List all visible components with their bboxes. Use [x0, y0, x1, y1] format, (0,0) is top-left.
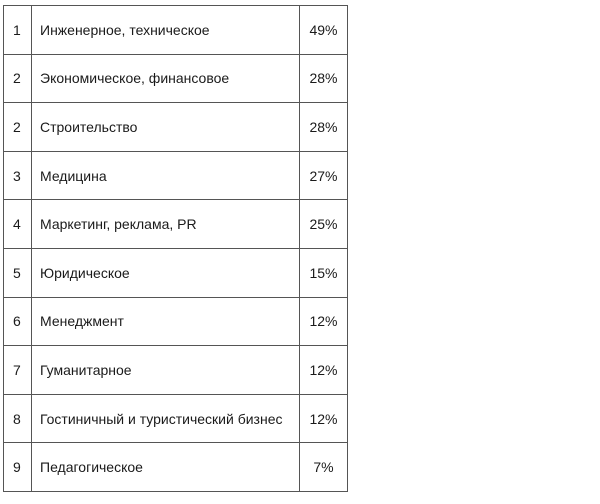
ranking-table-body: [4, 6, 348, 492]
table-row: [4, 248, 348, 297]
table-row: [4, 297, 348, 346]
table-row: [4, 151, 348, 200]
rank-cell: 7: [4, 346, 32, 395]
percent-cell: 25%: [300, 200, 348, 249]
percent-cell: 28%: [300, 54, 348, 103]
field-name-cell: Гуманитарное: [32, 346, 300, 395]
table-row: [4, 394, 348, 443]
table-row: [4, 346, 348, 395]
field-name-cell: Педагогическое: [32, 443, 300, 492]
rank-cell: 4: [4, 200, 32, 249]
field-name-cell: Строительство: [32, 103, 300, 152]
percent-cell: 15%: [300, 248, 348, 297]
rank-cell: 6: [4, 297, 32, 346]
field-name-cell: Юридическое: [32, 248, 300, 297]
field-name-cell: Инженерное, техническое: [32, 6, 300, 55]
field-name-cell: Экономическое, финансовое: [32, 54, 300, 103]
percent-cell: 7%: [300, 443, 348, 492]
percent-cell: 27%: [300, 151, 348, 200]
table-row: [4, 443, 348, 492]
table-row: [4, 6, 348, 55]
rank-cell: 1: [4, 6, 32, 55]
table-row: [4, 103, 348, 152]
percent-cell: 12%: [300, 394, 348, 443]
rank-cell: 3: [4, 151, 32, 200]
percent-cell: 28%: [300, 103, 348, 152]
rank-cell: 2: [4, 103, 32, 152]
table-row: [4, 54, 348, 103]
rank-cell: 8: [4, 394, 32, 443]
rank-cell: 9: [4, 443, 32, 492]
rank-cell: 2: [4, 54, 32, 103]
percent-cell: 12%: [300, 346, 348, 395]
ranking-table: [3, 5, 348, 492]
field-name-cell: Маркетинг, реклама, PR: [32, 200, 300, 249]
field-name-cell: Гостиничный и туристический бизнес: [32, 394, 300, 443]
rank-cell: 5: [4, 248, 32, 297]
percent-cell: 49%: [300, 6, 348, 55]
table-row: [4, 200, 348, 249]
field-name-cell: Медицина: [32, 151, 300, 200]
field-name-cell: Менеджмент: [32, 297, 300, 346]
percent-cell: 12%: [300, 297, 348, 346]
